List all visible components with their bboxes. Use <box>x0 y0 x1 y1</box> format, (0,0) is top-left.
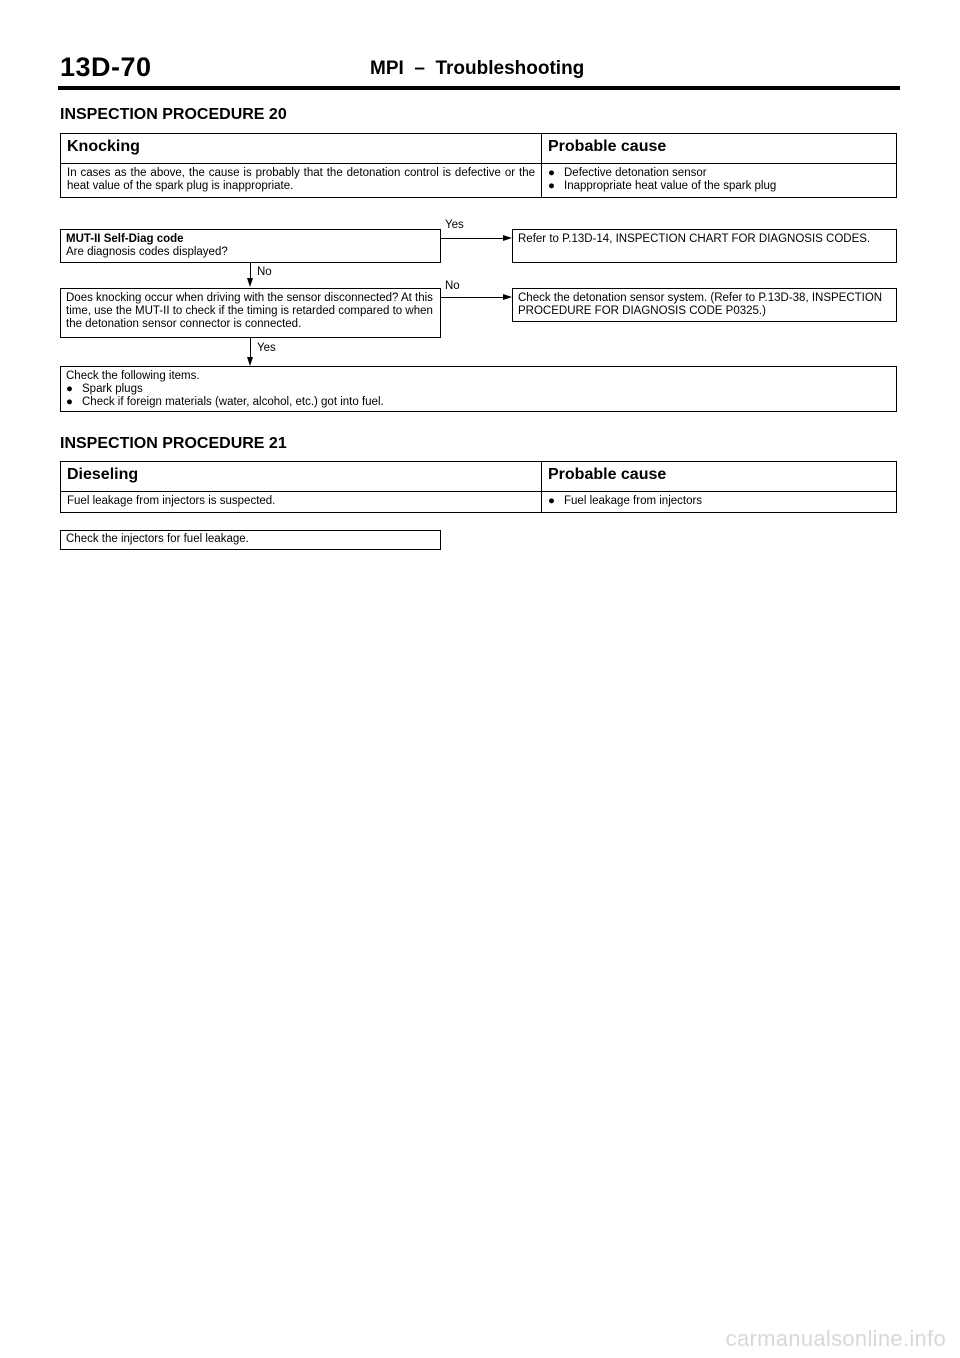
symptom-description: In cases as the above, the cause is probably that the detonation control is defective or the heat value of the spark plug is inappropriate. <box>61 164 542 198</box>
knocking-check-box <box>60 288 441 338</box>
yes-label-2: Yes <box>257 342 276 354</box>
arrow-right-icon <box>503 235 512 241</box>
symptom-description: Fuel leakage from injectors is suspected. <box>61 492 542 513</box>
probable-cause-header: Probable cause <box>542 462 897 492</box>
yes-label: Yes <box>445 219 464 231</box>
no-label-2: No <box>445 280 460 292</box>
page-title: MPI – Troubleshooting <box>370 58 585 79</box>
self-diag-box <box>60 229 441 263</box>
bullet-icon: ● <box>66 396 73 408</box>
probable-cause-header: Probable cause <box>542 134 897 164</box>
check-item: ● Check if foreign materials (water, alcohol, etc.) got into fuel. <box>66 396 384 408</box>
cause-item: ● Inappropriate heat value of the spark plug <box>548 180 777 192</box>
arrow-down-icon <box>247 278 253 287</box>
bullet-icon: ● <box>548 495 555 507</box>
check-items-title: Check the following items. <box>66 370 200 382</box>
procedure-20-symptom-table <box>60 133 897 198</box>
refer-diagnosis-chart-box <box>512 229 897 263</box>
self-diag-title: MUT-II Self-Diag code <box>66 233 184 245</box>
self-diag-question: Are diagnosis codes displayed? <box>66 246 228 258</box>
symptom-header: Knocking <box>61 134 542 164</box>
procedure-21-title: INSPECTION PROCEDURE 21 <box>60 435 287 452</box>
no-connector <box>250 263 251 278</box>
yes-connector <box>441 238 503 239</box>
injector-check-text: Check the injectors for fuel leakage. <box>66 533 249 545</box>
watermark: carmanualsonline.info <box>725 1326 946 1351</box>
refer-diagnosis-chart-text: Refer to P.13D-14, INSPECTION CHART FOR DIAGNOSIS CODES. <box>518 233 871 245</box>
bullet-icon: ● <box>548 180 555 192</box>
bullet-icon: ● <box>548 167 555 179</box>
probable-cause-list <box>542 492 897 513</box>
procedure-20-title: INSPECTION PROCEDURE 20 <box>60 106 287 123</box>
injector-check-box <box>60 530 441 550</box>
header-rule <box>58 86 900 90</box>
procedure-21-symptom-table <box>60 461 897 513</box>
no-label: No <box>257 266 272 278</box>
arrow-right-icon <box>503 294 512 300</box>
no-connector-2 <box>441 297 503 298</box>
bullet-icon: ● <box>66 383 73 395</box>
check-items-box <box>60 366 897 412</box>
detonation-sensor-check-box <box>512 288 897 322</box>
cause-item: ● Defective detonation sensor <box>548 167 707 179</box>
arrow-down-icon <box>247 357 253 366</box>
symptom-header: Dieseling <box>61 462 542 492</box>
page-number: 13D-70 <box>60 52 152 82</box>
probable-cause-list <box>542 164 897 198</box>
check-item: ● Spark plugs <box>66 383 143 395</box>
yes-connector-2 <box>250 338 251 357</box>
cause-item: ● Fuel leakage from injectors <box>548 495 703 507</box>
knocking-check-text: Does knocking occur when driving with the sensor disconnected? At this time, use the MUT-II to check if the timing is retarded compared to when the detonation sensor connector is connected. <box>66 292 433 330</box>
detonation-sensor-check-text: Check the detonation sensor system. (Refer to P.13D-38, INSPECTION PROCEDURE FOR DIAGNOSIS CODE P0325.) <box>518 292 883 317</box>
